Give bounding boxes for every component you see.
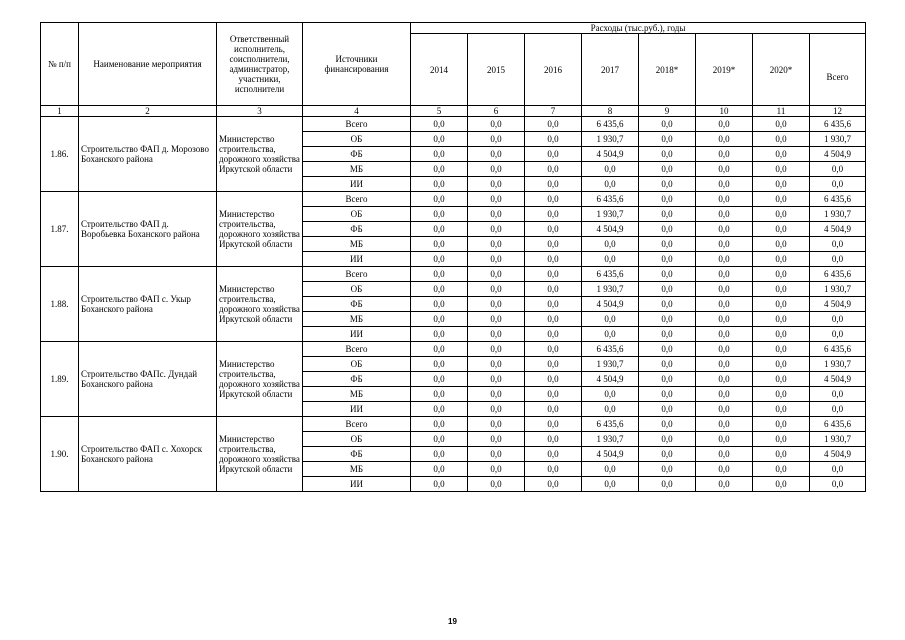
- year-value: 0,0: [582, 162, 639, 177]
- header-year: 2017: [582, 34, 639, 106]
- total-value: 6 435,6: [810, 192, 866, 207]
- year-value: 0,0: [525, 447, 582, 462]
- funding-source: ФБ: [303, 447, 411, 462]
- year-value: 0,0: [525, 192, 582, 207]
- year-value: 0,0: [582, 312, 639, 327]
- year-value: 0,0: [639, 252, 696, 267]
- year-value: 0,0: [525, 147, 582, 162]
- responsible-executor: Министерство строительства, дорожного хозяйства Иркутской области: [217, 117, 303, 192]
- item-number: 1.89.: [41, 342, 79, 417]
- item-number: 1.86.: [41, 117, 79, 192]
- year-value: 0,0: [468, 417, 525, 432]
- year-value: 0,0: [753, 357, 810, 372]
- year-value: 1 930,7: [582, 282, 639, 297]
- item-number: 1.88.: [41, 267, 79, 342]
- year-value: 0,0: [411, 387, 468, 402]
- year-value: 1 930,7: [582, 207, 639, 222]
- year-value: 0,0: [639, 162, 696, 177]
- year-value: 0,0: [753, 267, 810, 282]
- funding-source: ОБ: [303, 207, 411, 222]
- year-value: 0,0: [639, 177, 696, 192]
- total-value: 4 504,9: [810, 297, 866, 312]
- year-value: 0,0: [639, 117, 696, 132]
- year-value: 0,0: [582, 327, 639, 342]
- year-value: 0,0: [525, 207, 582, 222]
- year-value: 0,0: [468, 327, 525, 342]
- year-value: 0,0: [525, 357, 582, 372]
- total-value: 6 435,6: [810, 342, 866, 357]
- item-number: 1.90.: [41, 417, 79, 492]
- header-year: 2019*: [696, 34, 753, 106]
- year-value: 0,0: [468, 177, 525, 192]
- year-value: 0,0: [753, 402, 810, 417]
- year-value: 0,0: [753, 237, 810, 252]
- year-value: 0,0: [411, 117, 468, 132]
- total-value: 1 930,7: [810, 432, 866, 447]
- year-value: 0,0: [468, 447, 525, 462]
- table-row: [41, 267, 866, 282]
- year-value: 0,0: [468, 282, 525, 297]
- year-value: 0,0: [468, 117, 525, 132]
- year-value: 0,0: [753, 477, 810, 492]
- responsible-executor: Министерство строительства, дорожного хозяйства Иркутской области: [217, 267, 303, 342]
- year-value: 0,0: [696, 432, 753, 447]
- funding-source: ИИ: [303, 252, 411, 267]
- funding-source: ОБ: [303, 282, 411, 297]
- activity-name: Строительство ФАПс. Дундай Боханского района: [79, 342, 217, 417]
- funding-source: ФБ: [303, 372, 411, 387]
- year-value: 0,0: [696, 252, 753, 267]
- year-value: 6 435,6: [582, 117, 639, 132]
- year-value: 0,0: [525, 462, 582, 477]
- year-value: 0,0: [411, 417, 468, 432]
- year-value: 0,0: [753, 417, 810, 432]
- year-value: 0,0: [468, 147, 525, 162]
- year-value: 0,0: [411, 207, 468, 222]
- year-value: 0,0: [639, 417, 696, 432]
- year-value: 0,0: [411, 432, 468, 447]
- column-number: 4: [303, 106, 411, 117]
- header-year: 2020*: [753, 34, 810, 106]
- column-number: 11: [753, 106, 810, 117]
- year-value: 0,0: [582, 402, 639, 417]
- year-value: 0,0: [411, 192, 468, 207]
- year-value: 0,0: [411, 222, 468, 237]
- header-year: 2018*: [639, 34, 696, 106]
- year-value: 0,0: [753, 147, 810, 162]
- table-row: [41, 117, 866, 132]
- year-value: 0,0: [411, 132, 468, 147]
- year-value: 0,0: [753, 372, 810, 387]
- year-value: 0,0: [639, 192, 696, 207]
- year-value: 0,0: [468, 222, 525, 237]
- funding-source: ФБ: [303, 297, 411, 312]
- year-value: 0,0: [696, 162, 753, 177]
- year-value: 0,0: [639, 327, 696, 342]
- year-value: 0,0: [525, 402, 582, 417]
- year-value: 0,0: [696, 177, 753, 192]
- column-number: 10: [696, 106, 753, 117]
- year-value: 0,0: [696, 372, 753, 387]
- year-value: 6 435,6: [582, 342, 639, 357]
- year-value: 0,0: [411, 252, 468, 267]
- header-source: Источники финансирования: [303, 23, 411, 106]
- funding-source: Всего: [303, 117, 411, 132]
- year-value: 0,0: [639, 477, 696, 492]
- total-value: 4 504,9: [810, 372, 866, 387]
- year-value: 0,0: [525, 342, 582, 357]
- year-value: 6 435,6: [582, 417, 639, 432]
- funding-source: Всего: [303, 267, 411, 282]
- total-value: 0,0: [810, 252, 866, 267]
- year-value: 0,0: [525, 282, 582, 297]
- year-value: 0,0: [753, 132, 810, 147]
- year-value: 0,0: [639, 462, 696, 477]
- year-value: 0,0: [468, 432, 525, 447]
- header-name: Наименование мероприятия: [79, 23, 217, 106]
- year-value: 0,0: [753, 432, 810, 447]
- total-value: 1 930,7: [810, 207, 866, 222]
- header-year: 2015: [468, 34, 525, 106]
- year-value: 0,0: [525, 477, 582, 492]
- year-value: 0,0: [639, 447, 696, 462]
- column-number: 8: [582, 106, 639, 117]
- year-value: 0,0: [468, 252, 525, 267]
- year-value: 0,0: [468, 477, 525, 492]
- year-value: 0,0: [639, 267, 696, 282]
- year-value: 0,0: [411, 357, 468, 372]
- funding-source: Всего: [303, 417, 411, 432]
- activity-name: Строительство ФАП д. Морозово Боханского района: [79, 117, 217, 192]
- year-value: 4 504,9: [582, 297, 639, 312]
- year-value: 0,0: [639, 207, 696, 222]
- year-value: 0,0: [639, 132, 696, 147]
- year-value: 0,0: [468, 372, 525, 387]
- funding-source: ИИ: [303, 327, 411, 342]
- total-value: 6 435,6: [810, 417, 866, 432]
- total-value: 0,0: [810, 162, 866, 177]
- header-responsible: Ответственный исполнитель, соисполнители, администратор, участники, исполнители: [217, 23, 303, 106]
- header-total: Всего: [810, 34, 866, 106]
- year-value: 0,0: [753, 297, 810, 312]
- year-value: 0,0: [639, 297, 696, 312]
- funding-source: ФБ: [303, 147, 411, 162]
- year-value: 0,0: [525, 162, 582, 177]
- total-value: 6 435,6: [810, 117, 866, 132]
- year-value: 0,0: [696, 222, 753, 237]
- year-value: 4 504,9: [582, 447, 639, 462]
- year-value: 0,0: [468, 162, 525, 177]
- header-year: 2014: [411, 34, 468, 106]
- year-value: 1 930,7: [582, 132, 639, 147]
- column-number: 2: [79, 106, 217, 117]
- year-value: 0,0: [411, 462, 468, 477]
- year-value: 0,0: [525, 222, 582, 237]
- table-body: [41, 117, 866, 492]
- column-number-row: [41, 106, 866, 117]
- year-value: 0,0: [696, 357, 753, 372]
- year-value: 0,0: [468, 192, 525, 207]
- year-value: 0,0: [696, 147, 753, 162]
- year-value: 0,0: [525, 372, 582, 387]
- year-value: 0,0: [468, 267, 525, 282]
- year-value: 0,0: [468, 132, 525, 147]
- funding-source: ОБ: [303, 357, 411, 372]
- year-value: 0,0: [696, 417, 753, 432]
- year-value: 0,0: [525, 132, 582, 147]
- year-value: 0,0: [753, 282, 810, 297]
- total-value: 0,0: [810, 462, 866, 477]
- funding-source: МБ: [303, 462, 411, 477]
- year-value: 6 435,6: [582, 192, 639, 207]
- year-value: 1 930,7: [582, 432, 639, 447]
- total-value: 0,0: [810, 477, 866, 492]
- page-number: 19: [448, 617, 457, 626]
- year-value: 0,0: [696, 327, 753, 342]
- year-value: 0,0: [411, 477, 468, 492]
- header-expenses: Расходы (тыс.руб.), годы: [411, 23, 866, 34]
- year-value: 0,0: [753, 327, 810, 342]
- year-value: 0,0: [411, 402, 468, 417]
- total-value: 1 930,7: [810, 357, 866, 372]
- year-value: 0,0: [696, 402, 753, 417]
- column-number: 7: [525, 106, 582, 117]
- column-number: 6: [468, 106, 525, 117]
- total-value: 0,0: [810, 387, 866, 402]
- table-row: [41, 192, 866, 207]
- year-value: 0,0: [411, 297, 468, 312]
- total-value: 1 930,7: [810, 282, 866, 297]
- column-number: 1: [41, 106, 79, 117]
- funding-source: МБ: [303, 312, 411, 327]
- year-value: 0,0: [468, 342, 525, 357]
- year-value: 0,0: [639, 312, 696, 327]
- total-value: 1 930,7: [810, 132, 866, 147]
- total-value: 4 504,9: [810, 222, 866, 237]
- year-value: 0,0: [696, 312, 753, 327]
- year-value: 0,0: [753, 177, 810, 192]
- year-value: 0,0: [753, 252, 810, 267]
- total-value: 6 435,6: [810, 267, 866, 282]
- total-value: 0,0: [810, 177, 866, 192]
- year-value: 0,0: [753, 162, 810, 177]
- header-year: 2016: [525, 34, 582, 106]
- year-value: 0,0: [639, 282, 696, 297]
- year-value: 0,0: [411, 312, 468, 327]
- year-value: 0,0: [411, 327, 468, 342]
- funding-source: ОБ: [303, 132, 411, 147]
- year-value: 0,0: [525, 267, 582, 282]
- funding-source: ОБ: [303, 432, 411, 447]
- year-value: 0,0: [525, 312, 582, 327]
- total-value: 4 504,9: [810, 447, 866, 462]
- year-value: 0,0: [696, 477, 753, 492]
- year-value: 0,0: [753, 462, 810, 477]
- year-value: 0,0: [525, 237, 582, 252]
- year-value: 0,0: [525, 297, 582, 312]
- total-value: 4 504,9: [810, 147, 866, 162]
- year-value: 0,0: [411, 342, 468, 357]
- year-value: 0,0: [639, 387, 696, 402]
- year-value: 0,0: [411, 267, 468, 282]
- year-value: 0,0: [411, 177, 468, 192]
- funding-source: ИИ: [303, 477, 411, 492]
- year-value: 0,0: [582, 177, 639, 192]
- year-value: 0,0: [525, 387, 582, 402]
- funding-source: ФБ: [303, 222, 411, 237]
- total-value: 0,0: [810, 237, 866, 252]
- year-value: 0,0: [639, 402, 696, 417]
- table-row: [41, 342, 866, 357]
- responsible-executor: Министерство строительства, дорожного хозяйства Иркутской области: [217, 417, 303, 492]
- year-value: 0,0: [696, 462, 753, 477]
- column-number: 12: [810, 106, 866, 117]
- year-value: 0,0: [753, 117, 810, 132]
- year-value: 0,0: [468, 207, 525, 222]
- funding-source: МБ: [303, 387, 411, 402]
- year-value: 0,0: [468, 387, 525, 402]
- year-value: 0,0: [411, 162, 468, 177]
- year-value: 0,0: [753, 312, 810, 327]
- year-value: 0,0: [468, 237, 525, 252]
- header-num: № п/п: [41, 23, 79, 106]
- funding-source: Всего: [303, 192, 411, 207]
- year-value: 0,0: [696, 117, 753, 132]
- year-value: 0,0: [468, 297, 525, 312]
- year-value: 0,0: [582, 462, 639, 477]
- year-value: 0,0: [468, 357, 525, 372]
- year-value: 4 504,9: [582, 372, 639, 387]
- year-value: 0,0: [468, 462, 525, 477]
- total-value: 0,0: [810, 327, 866, 342]
- year-value: 0,0: [639, 357, 696, 372]
- year-value: 0,0: [639, 147, 696, 162]
- activity-name: Строительство ФАП д. Воробьевка Боханского района: [79, 192, 217, 267]
- year-value: 0,0: [639, 372, 696, 387]
- year-value: 0,0: [582, 252, 639, 267]
- column-number: 3: [217, 106, 303, 117]
- year-value: 0,0: [753, 387, 810, 402]
- activity-name: Строительство ФАП с. Укыр Боханского района: [79, 267, 217, 342]
- year-value: 0,0: [525, 417, 582, 432]
- year-value: 0,0: [639, 342, 696, 357]
- year-value: 0,0: [468, 402, 525, 417]
- funding-source: Всего: [303, 342, 411, 357]
- year-value: 0,0: [525, 252, 582, 267]
- year-value: 0,0: [753, 207, 810, 222]
- year-value: 4 504,9: [582, 222, 639, 237]
- table-row: [41, 417, 866, 432]
- year-value: 0,0: [639, 237, 696, 252]
- funding-source: МБ: [303, 162, 411, 177]
- year-value: 0,0: [525, 432, 582, 447]
- year-value: 0,0: [696, 342, 753, 357]
- year-value: 0,0: [753, 222, 810, 237]
- year-value: 0,0: [468, 312, 525, 327]
- year-value: 0,0: [696, 297, 753, 312]
- year-value: 0,0: [753, 192, 810, 207]
- year-value: 0,0: [639, 222, 696, 237]
- total-value: 0,0: [810, 402, 866, 417]
- funding-source: ИИ: [303, 402, 411, 417]
- year-value: 0,0: [411, 147, 468, 162]
- year-value: 0,0: [696, 447, 753, 462]
- activity-name: Строительство ФАП с. Хохорск Боханского района: [79, 417, 217, 492]
- year-value: 0,0: [525, 117, 582, 132]
- funding-source: ИИ: [303, 177, 411, 192]
- total-value: 0,0: [810, 312, 866, 327]
- year-value: 0,0: [411, 447, 468, 462]
- item-number: 1.87.: [41, 192, 79, 267]
- year-value: 0,0: [696, 282, 753, 297]
- year-value: 0,0: [696, 267, 753, 282]
- funding-source: МБ: [303, 237, 411, 252]
- year-value: 4 504,9: [582, 147, 639, 162]
- year-value: 0,0: [582, 477, 639, 492]
- responsible-executor: Министерство строительства, дорожного хозяйства Иркутской области: [217, 192, 303, 267]
- year-value: 0,0: [696, 132, 753, 147]
- year-value: 0,0: [696, 192, 753, 207]
- year-value: 0,0: [411, 282, 468, 297]
- responsible-executor: Министерство строительства, дорожного хозяйства Иркутской области: [217, 342, 303, 417]
- year-value: 0,0: [525, 327, 582, 342]
- expenses-table: [40, 22, 866, 492]
- year-value: 6 435,6: [582, 267, 639, 282]
- year-value: 1 930,7: [582, 357, 639, 372]
- year-value: 0,0: [411, 372, 468, 387]
- year-value: 0,0: [525, 177, 582, 192]
- year-value: 0,0: [582, 387, 639, 402]
- year-value: 0,0: [753, 342, 810, 357]
- column-number: 5: [411, 106, 468, 117]
- year-value: 0,0: [696, 207, 753, 222]
- year-value: 0,0: [696, 237, 753, 252]
- column-number: 9: [639, 106, 696, 117]
- year-value: 0,0: [639, 432, 696, 447]
- year-value: 0,0: [582, 237, 639, 252]
- year-value: 0,0: [696, 387, 753, 402]
- year-value: 0,0: [753, 447, 810, 462]
- year-value: 0,0: [411, 237, 468, 252]
